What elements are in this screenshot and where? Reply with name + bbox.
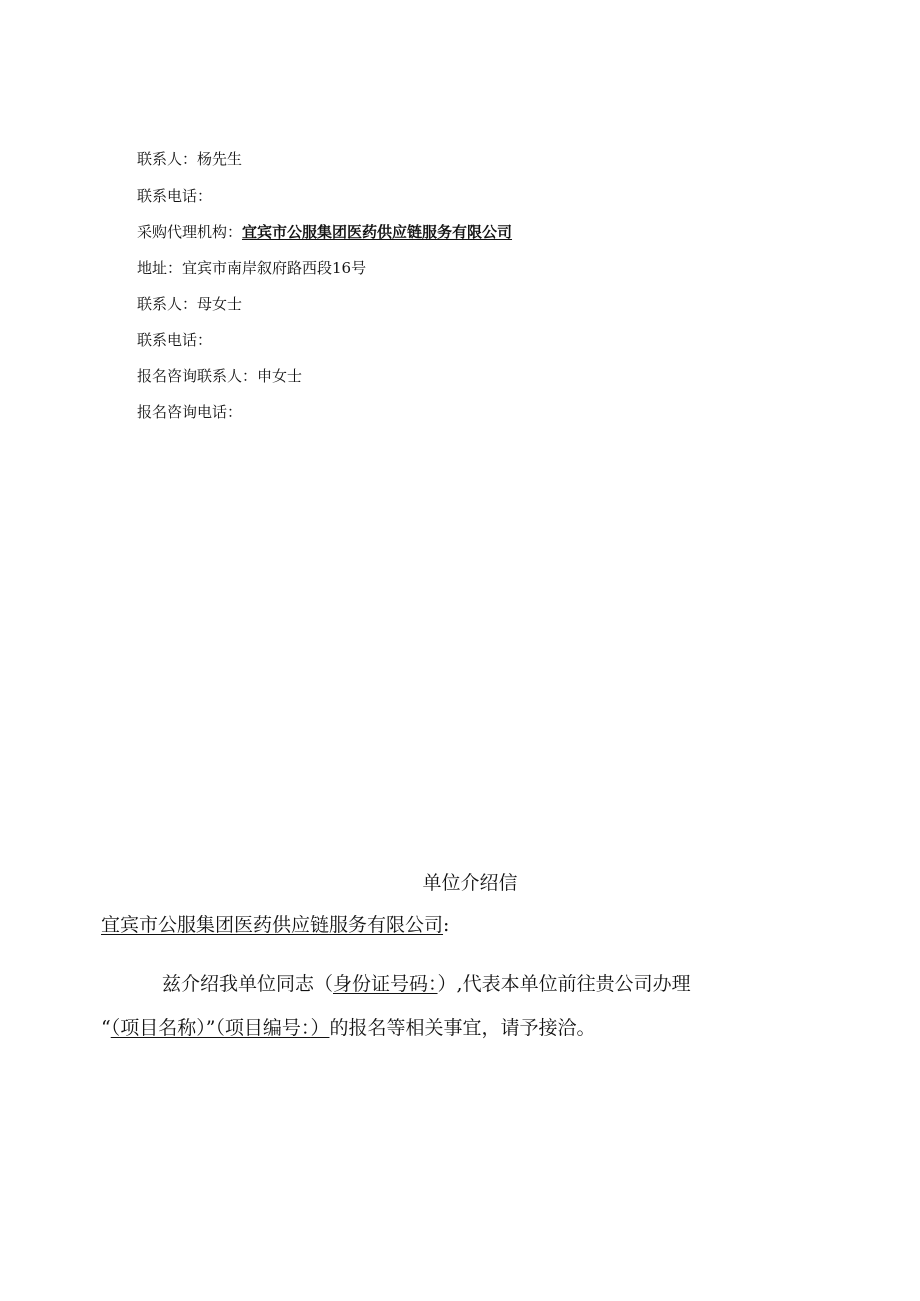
contact-line-registration [137,366,302,386]
recipient-suffix: : [443,914,450,936]
agency-contact-label: 联系人： [137,295,198,313]
letter-title: 单位介绍信 [422,872,518,894]
registration-contact-value: 申女士 [257,367,303,385]
letter-recipient [101,913,449,937]
letter-body-line-2 [101,1016,595,1040]
line2-close: ） [310,1017,330,1039]
agency-name: 宜宾市公服集团医药供应链服务有限公司 [242,223,513,241]
recipient-name: 宜宾市公服集团医药供应链服务有限公司 [101,914,444,936]
letter-body-line-1 [162,972,691,996]
contact-line-purchaser [137,149,242,169]
address-value: 宜宾市南岸叙府路西段16号 [182,259,367,277]
purchaser-contact-value: 杨先生 [197,150,243,168]
project-name-field: （项目名称）”（项目编号： [110,1017,311,1039]
purchaser-contact-label: 联系人： [137,150,198,168]
purchaser-phone-label: 联系电话： [137,187,213,205]
registration-phone-label: 报名咨询电话： [137,403,243,421]
agency-contact-value: 母女士 [197,295,243,313]
registration-contact-label: 报名咨询联系人： [137,367,258,385]
contact-line-address [137,258,366,278]
contact-line-registration-phone [137,402,242,422]
line1-prefix: 兹介绍我单位同志（ [162,973,334,995]
contact-line-purchaser-phone [137,186,212,206]
line2-open-quote: “ [101,1017,111,1039]
address-label: 地址： [137,259,183,277]
line2-suffix: 的报名等相关事宜，请予接洽。 [329,1017,596,1039]
line1-suffix: ）,代表本单位前往贵公司办理 [437,973,691,995]
contact-line-agency-phone [137,330,212,350]
contact-line-agency [137,222,512,242]
agency-phone-label: 联系电话： [137,331,213,349]
contact-line-agency-contact [137,294,242,314]
id-number-field: 身份证号码： [333,973,438,995]
agency-label: 采购代理机构： [137,223,243,241]
